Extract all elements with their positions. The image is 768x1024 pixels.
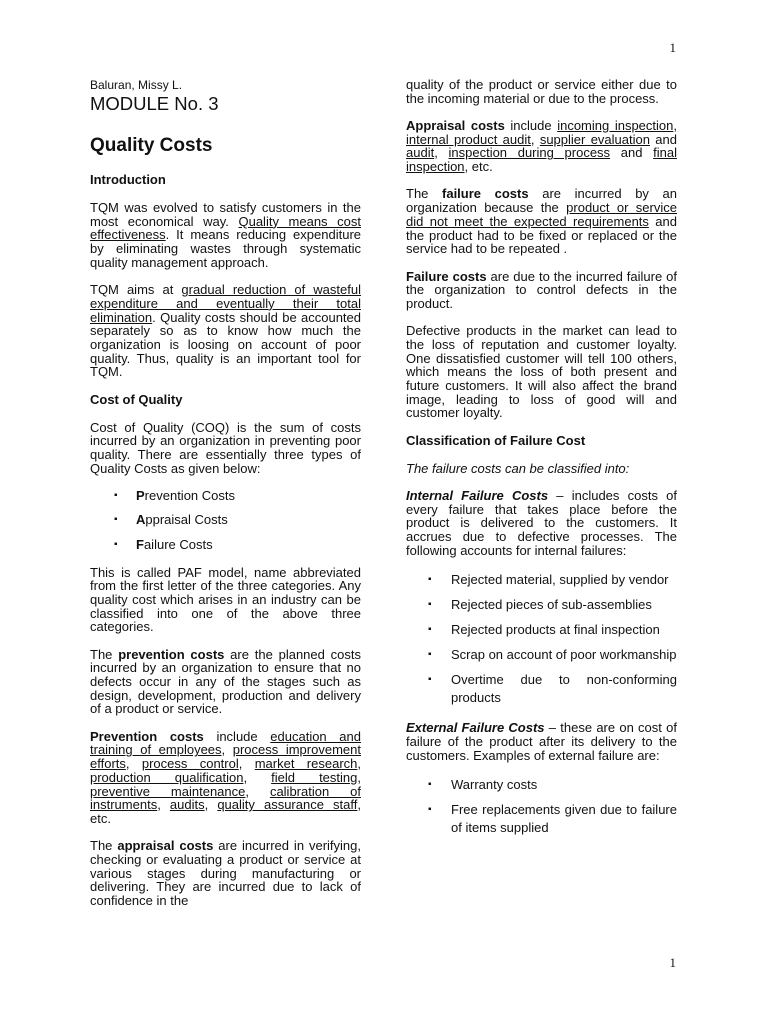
list-item: ▪ Appraisal Costs (114, 513, 361, 527)
list-item: ▪ Rejected products at final inspection (428, 621, 677, 639)
failure-costs-due-paragraph: Failure costs are due to the incurred failure of the organization to control defects in the product. (406, 268, 677, 311)
internal-failure-paragraph: Internal Failure Costs – includes costs of every failure that takes place before the product is delivered to the customers. It accrues due to defective processes. The following accounts for internal failures: (406, 488, 677, 558)
page-number-bottom: 1 (669, 955, 676, 970)
list-item: ▪ Overtime due to non-conforming products (428, 671, 677, 707)
intro-paragraph-1: TQM was evolved to satisfy customers in the most economical way. Quality means cost effectiveness. It means reducing expenditure by eliminating wastes through systematic quality management approach. (90, 200, 361, 270)
author-name: Baluran, Missy L. (90, 78, 183, 92)
failure-costs-paragraph: The failure costs are incurred by an organization because the product or service did not meet the expected requirements and the product had to be fixed or replaced or the service had to be repeated . (406, 186, 677, 257)
appraisal-costs-paragraph: The appraisal costs are incurred in verifying, checking or evaluating a product or service at various stages during manufacturing or delivering. They are incurred due to lack of confidence in the (90, 838, 362, 909)
external-failure-list (406, 776, 677, 837)
external-failure-paragraph: External Failure Costs – these are on cost of failure of the product after its delivery to the customers. Examples of external failure are: (406, 720, 677, 763)
coq-paragraph: Cost of Quality (COQ) is the sum of costs incurred by an organization in preventing poor quality. There are essentially three types of Quality Costs as given below: (90, 419, 361, 476)
internal-failure-list (406, 571, 677, 707)
appraisal-costs-include-paragraph: Appraisal costs include incoming inspection, internal product audit, supplier evaluation and audit, inspection during process and final inspection, etc. (406, 118, 677, 175)
list-item: ▪ Warranty costs (428, 776, 677, 794)
continued-paragraph: quality of the product or service either due to the incoming material or due to the process. (406, 77, 677, 106)
page-number-top: 1 (669, 40, 676, 55)
prevention-costs-paragraph: The prevention costs are the planned costs incurred by an organization to ensure that no defects occur in any of the stages such as design, development, production and delivery of a product or service. (90, 646, 361, 717)
prevention-costs-include-paragraph: Prevention costs include education and training of employees, process improvement efforts, process control, market research, production qualification, field testing, preventive maintenance, calibration of instruments, audits, quality assurance staff, etc. (90, 728, 361, 826)
module-number: MODULE No. 3 (90, 93, 219, 114)
right-column (406, 78, 677, 851)
list-item: ▪ Prevention Costs (114, 489, 361, 503)
left-column (90, 78, 361, 921)
list-item: ▪ Rejected material, supplied by vendor (428, 571, 677, 589)
list-item: ▪ Failure Costs (114, 538, 361, 552)
introduction-heading: Introduction (90, 172, 166, 187)
paf-model-paragraph: This is called PAF model, name abbreviated from the first letter of the three categories. Any quality cost which arises in an industry can be classified into one of the above three categories. (90, 564, 361, 635)
classification-heading: Classification of Failure Cost (406, 432, 586, 448)
intro-paragraph-2: TQM aims at gradual reduction of wasteful expenditure and eventually their total elimination. Quality costs should be accounted separately so as to know how much the organization is loosing on account of poor quality. Thus, quality is an important tool for TQM. (90, 282, 361, 380)
list-item: ▪ Free replacements given due to failure of items supplied (428, 801, 677, 837)
list-item: ▪ Scrap on account of poor workmanship (428, 646, 677, 664)
defective-products-paragraph: Defective products in the market can lead to the loss of reputation and customer loyalty. One dissatisfied customer will tell 100 others, which means the loss of both present and future customers. It will also affect the brand image, leading to loss of good will and customer loyalty. (406, 323, 677, 421)
page-title: Quality Costs (90, 135, 213, 156)
classification-intro: The failure costs can be classified into: (406, 460, 630, 476)
quality-cost-categories (90, 489, 361, 551)
cost-of-quality-heading: Cost of Quality (90, 391, 183, 407)
list-item: ▪ Rejected pieces of sub-assemblies (428, 596, 677, 614)
